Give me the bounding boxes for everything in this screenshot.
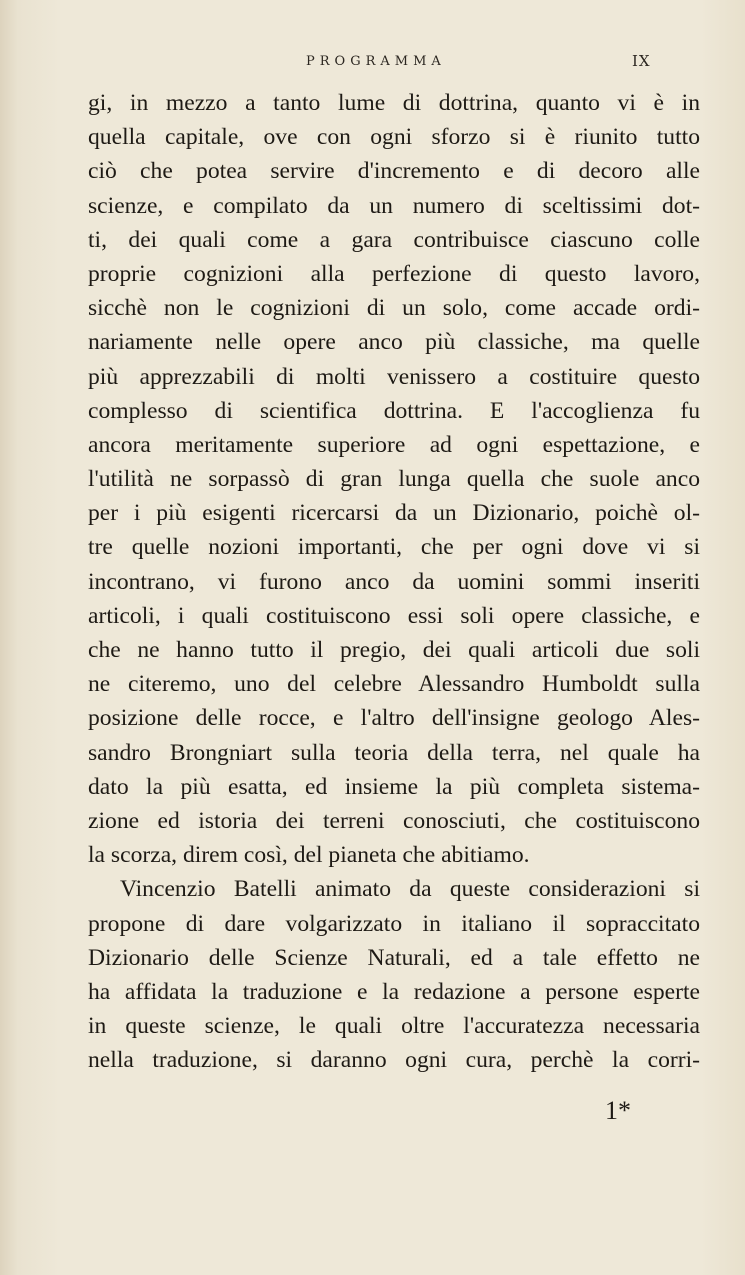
page-number: IX [632, 52, 651, 70]
text-line: in queste scienze, le quali oltre l'accuratezza necessaria [88, 1013, 700, 1040]
text-line: proprie cognizioni alla perfezione di questo lavoro, [88, 260, 700, 287]
text-line: più apprezzabili di molti venissero a costituire questo [88, 363, 700, 390]
text-line: che ne hanno tutto il pregio, dei quali articoli due soli [88, 637, 700, 663]
running-head [0, 52, 745, 76]
text-line: ne citeremo, uno del celebre Alessandro Humboldt sulla [88, 671, 700, 698]
text-line: zione ed istoria dei terreni conosciuti, che costituiscono [88, 807, 700, 834]
paragraph-start-line: Vincenzio Batelli animato da queste considerazioni si [120, 876, 700, 903]
text-line: sicchè non le cognizioni di un solo, come accade ordi- [88, 295, 700, 322]
text-line: articoli, i quali costituiscono essi soli opere classiche, e [88, 602, 700, 629]
text-line: Dizionario delle Scienze Naturali, ed a tale effetto ne [88, 944, 700, 971]
text-line: scienze, e compilato da un numero di sceltissimi dot- [88, 192, 700, 219]
text-line: sandro Brongniart sulla teoria della terra, nel quale ha [88, 739, 700, 766]
text-line: incontrano, vi furono anco da uomini sommi inseriti [88, 568, 700, 595]
body-text [88, 86, 700, 1077]
text-line: ancora meritamente superiore ad ogni espettazione, e [88, 431, 700, 458]
text-line: l'utilità ne sorpassò di gran lunga quella che suole anco [88, 466, 700, 493]
text-line: complesso di scientifica dottrina. E l'accoglienza fu [88, 397, 700, 424]
text-line: ciò che potea servire d'incremento e di decoro alle [88, 158, 700, 185]
text-line: tre quelle nozioni importanti, che per ogni dove vi si [88, 534, 700, 561]
text-line: ti, dei quali come a gara contribuisce ciascuno colle [88, 226, 700, 253]
running-title: PROGRAMMA [306, 54, 446, 69]
text-line: dato la più esatta, ed insieme la più completa sistema- [88, 773, 700, 800]
text-line: nella traduzione, si daranno ogni cura, perchè la corri- [88, 1047, 700, 1074]
text-line: nariamente nelle opere anco più classiche, ma quelle [88, 329, 700, 356]
text-line: propone di dare volgarizzato in italiano il sopraccitato [88, 910, 700, 937]
text-line: quella capitale, ove con ogni sforzo si è riunito tutto [88, 124, 700, 151]
signature-mark: 1* [605, 1096, 631, 1125]
text-line: per i più esigenti ricercarsi da un Dizionario, poichè ol- [88, 500, 700, 527]
text-line: ha affidata la traduzione e la redazione a persone esperte [88, 978, 700, 1005]
paragraph-end-line: la scorza, direm così, del pianeta che abitiamo. [88, 842, 530, 869]
text-line: posizione delle rocce, e l'altro dell'insigne geologo Ales- [88, 705, 700, 732]
text-line: gi, in mezzo a tanto lume di dottrina, quanto vi è in [88, 90, 700, 116]
